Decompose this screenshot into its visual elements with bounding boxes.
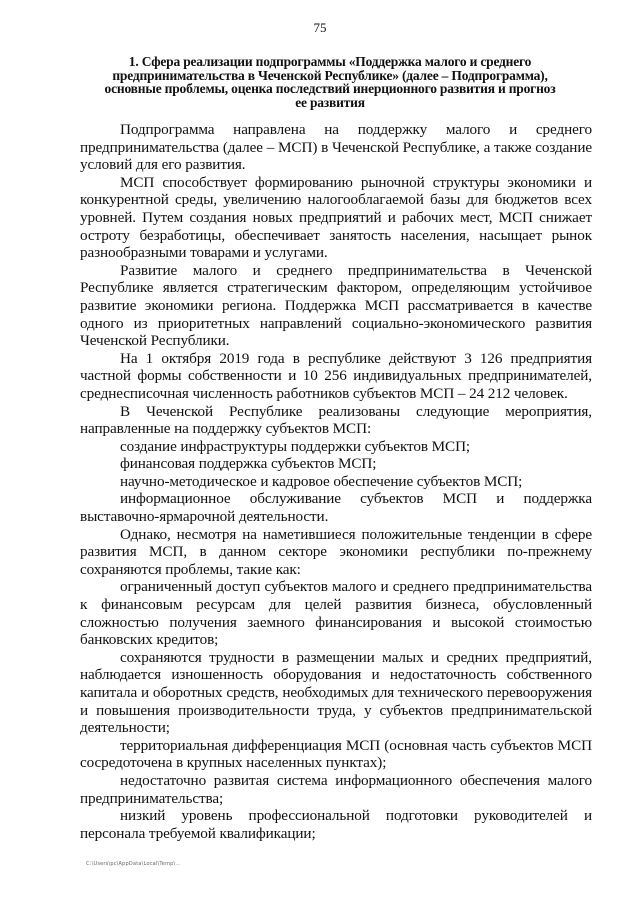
paragraph: Однако, несмотря на наметившиеся положительные тенденции в сфере развития МСП, в данном секторе экономики республики по-прежнему сохраняются проблемы, такие как: [80, 525, 592, 578]
paragraph: На 1 октября 2019 года в республике действуют 3 126 предприятия частной формы собственности и 10 256 индивидуальных предпринимателей, среднесписочная численность работников субъектов МСП – 24 212 человек. [80, 349, 592, 402]
list-item: ограниченный доступ субъектов малого и среднего предпринимательства к финансовым ресурсам для целей развития бизнеса, обусловленный сложностью получения заемного финансирования и высокой стоимостью банковских кредитов; [80, 578, 592, 649]
list-item: создание инфраструктуры поддержки субъектов МСП; [120, 437, 471, 455]
paragraph: МСП способствует формированию рыночной структуры экономики и конкурентной среды, увеличению налогооблагаемой базы для бюджетов всех уровней. Путем создания новых предприятий и рабочих мест, МСП снижает остроту безработицы, обеспечивает занятость населения, насыщает рынок разнообразными товарами и услугами. [80, 173, 592, 262]
paragraph: Развитие малого и среднего предпринимательства в Чеченской Республике является стратегическим фактором, определяющим устойчивое развитие экономики региона. Поддержка МСП рассматривается в качестве одного из приоритетных направлений социально-экономического развития Чеченской Республики. [80, 261, 592, 350]
list-item: территориальная дифференциация МСП (основная часть субъектов МСП сосредоточена в крупных населенных пунктах); [80, 736, 592, 772]
body-text [80, 121, 592, 842]
list-item: сохраняются трудности в размещении малых и средних предприятий, наблюдается изношенность оборудования и недостаточность собственного капитала и оборотных средств, необходимых для технического перевооружения и повышения производительности труда, у субъектов предпринимательской деятельности; [80, 648, 592, 737]
list-item: информационное обслуживание субъектов МСП и поддержка выставочно-ярмарочной деятельности. [80, 490, 592, 526]
paragraph: В Чеченской Республике реализованы следующие мероприятия, направленные на поддержку субъектов МСП: [80, 402, 592, 438]
file-path-footer: C:\Users\pc\AppData\Local\Temp\... [86, 861, 181, 867]
list-item: финансовая поддержка субъектов МСП; [120, 455, 377, 473]
list-item: научно-методическое и кадровое обеспечение субъектов МСП; [120, 472, 523, 490]
page-number: 75 [313, 20, 327, 35]
section-heading: 1. Сфера реализации подпрограммы «Поддержка малого и среднего предпринимательства в Чеченской Республике» (далее – Подпрограмма), основные проблемы, оценка последствий инерционного развития и прогноз ее развития [104, 54, 556, 110]
list-item: недостаточно развитая система информационного обеспечения малого предпринимательства; [80, 771, 592, 807]
list-item: низкий уровень профессиональной подготовки руководителей и персонала требуемой квалификации; [80, 807, 592, 842]
paragraph: Подпрограмма направлена на поддержку малого и среднего предпринимательства (далее – МСП) в Чеченской Республике, а также создание условий для его развития. [80, 121, 592, 174]
